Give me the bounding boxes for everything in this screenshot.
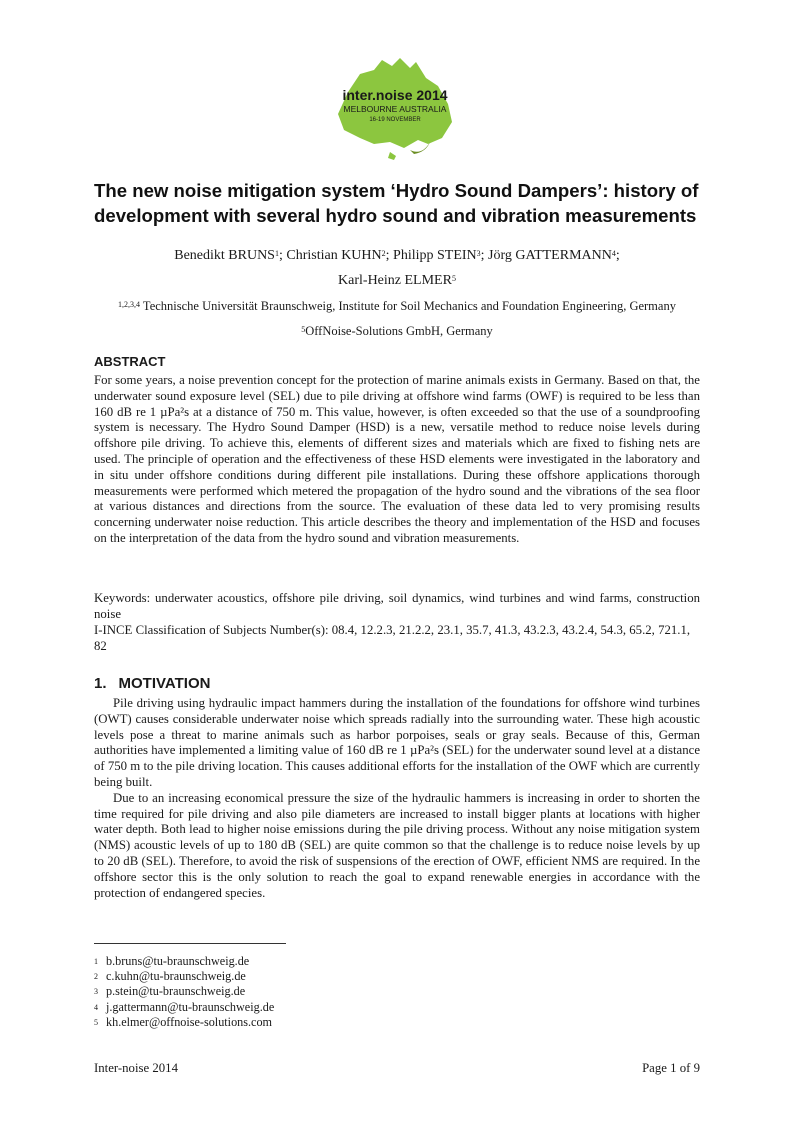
- footnote-email[interactable]: j.gattermann@tu-braunschweig.de: [106, 999, 275, 1014]
- footnote: [94, 954, 494, 969]
- australia-map-shape: [338, 58, 452, 148]
- author-mark: 4: [611, 249, 616, 258]
- author-name: Philipp STEIN: [393, 248, 477, 263]
- author-name: Christian KUHN: [286, 248, 382, 263]
- footnote-email[interactable]: c.kuhn@tu-braunschweig.de: [106, 969, 246, 984]
- logo-location: MELBOURNE AUSTRALIA: [343, 104, 447, 114]
- author-separator: ;: [278, 248, 287, 263]
- footnote-number: 5: [94, 1017, 98, 1027]
- page-number: Page 1 of 9: [642, 1061, 700, 1075]
- author-name: Karl-Heinz ELMER: [338, 273, 452, 288]
- author-mark: 3: [476, 249, 481, 258]
- affiliation-mark: 5: [301, 325, 306, 334]
- author-line-2: [94, 268, 700, 293]
- footnote-number: 4: [94, 1002, 98, 1012]
- affiliation: [94, 294, 700, 319]
- footnote-divider: [94, 943, 286, 944]
- footnote: [94, 1015, 494, 1030]
- paper-title: The new noise mitigation system ‘Hydro Sound Dampers’: history of development with several hydro sound and vibration measurements: [94, 180, 699, 226]
- abstract-text: For some years, a noise prevention concept for the protection of marine animals exists in Germany. Based on that, the underwater sound exposure level (SEL) due to pile driving at offshore wind farms (OWF) is required to be less than 160 dB re 1 µPa²s at a distance of 750 m. This value, however, is often exceeded so that the use of a soundproofing system is necessary. The Hydro Sound Damper (HSD) is a new, versatile method to reduce noise levels during offshore pile driving. To achieve this, elements of different sizes and materials which are fixed to fishing nets are used. The principle of operation and the effectiveness of these HSD elements were investigated in the laboratory and in situ under offshore conditions during different pile installations. During these offshore applications thorough measurements were performed which metered the propagation of the hydro sound and the vibrations of the sea floor at various distances and directions from the source. The evaluation of these data led to very promising results concerning underwater noise reduction. This article describes the theory and implementation of the HSD and focuses on the interpretation of the data from the hydro sound and vibration measurements.: [94, 373, 700, 545]
- footnote-number: 1: [94, 957, 98, 966]
- logo-title: inter.noise 2014: [342, 87, 448, 103]
- affiliation-text: OffNoise-Solutions GmbH, Germany: [305, 324, 493, 338]
- footnote-email[interactable]: b.bruns@tu-braunschweig.de: [106, 954, 250, 968]
- author-separator: ;: [480, 248, 489, 263]
- author-list: [94, 243, 700, 293]
- affiliations: [94, 294, 700, 344]
- abstract-heading: ABSTRACT: [94, 354, 166, 369]
- footnote: [94, 969, 494, 984]
- affiliation-text: Technische Universität Braunschweig, Institute for Soil Mechanics and Foundation Engineering, Germany: [140, 299, 676, 313]
- author-mark: 1: [274, 249, 279, 258]
- author-line-1: [94, 243, 700, 268]
- footnote-number: 3: [94, 987, 98, 997]
- footnote: [94, 1000, 494, 1015]
- paragraph: Pile driving using hydraulic impact hammers during the installation of the foundations for offshore wind turbines (OWT) causes considerable underwater noise which spreads radially into the surrounding water. These high acoustic levels pose a threat to marine animals such as harbor porpoises, seals or gray seals. Because of this, German authorities have implemented a limiting value of 160 dB re 1 µPa²s (SEL) for the underwater sound level at a distance of 750 m to the pile driving location. This causes additional efforts for the installation of the OWF which are currently being built.: [94, 696, 700, 789]
- conference-logo: [330, 52, 460, 162]
- author-separator: ;: [385, 248, 394, 263]
- author-separator: ;: [615, 248, 620, 263]
- author-mark: 5: [451, 274, 456, 283]
- classification: I-INCE Classification of Subjects Number(s): 08.4, 12.2.3, 21.2.2, 23.1, 35.7, 41.3, 43.2.3, 43.2.4, 54.3, 65.2, 721.1, 82: [94, 623, 691, 653]
- footnote-email[interactable]: kh.elmer@offnoise-solutions.com: [106, 1014, 273, 1029]
- section-number: 1.: [94, 675, 107, 692]
- footnote-number: 2: [94, 972, 98, 982]
- section-title: MOTIVATION: [118, 675, 211, 692]
- author-mark: 2: [381, 249, 386, 258]
- footer-conference: Inter-noise 2014: [94, 1061, 178, 1075]
- paragraph: Due to an increasing economical pressure the size of the hydraulic hammers is increasing in order to shorten the time required for pile driving and also pile diameters are increased to install bigger plants at locations with higher water depth. Both lead to higher noise emissions during the pile driving process. Without any noise mitigation system (NMS) acoustic levels of up to 180 dB (SEL) are quite common so that the challenge is to reduce noise levels by up to 20 dB (SEL). Therefore, to avoid the risk of suspensions of the erection of OWF, efficient NMS are required. In the offshore sector this is the only solution to reach the goal to expand renewable energies in accordance with the protection of endangered species.: [94, 790, 700, 900]
- affiliation-mark: 1,2,3,4: [118, 300, 141, 309]
- footnotes: [94, 954, 494, 1030]
- boomerang-icon: [410, 142, 430, 154]
- logo-dates: 16-19 NOVEMBER: [369, 117, 421, 123]
- page-footer: [94, 1061, 700, 1076]
- affiliation: [94, 319, 700, 344]
- author-name: Benedikt BRUNS: [174, 248, 275, 263]
- keywords: Keywords: underwater acoustics, offshore pile driving, soil dynamics, wind turbines and wind farms, construction noise: [94, 591, 700, 621]
- section-body: [94, 696, 700, 901]
- footnote: [94, 984, 494, 999]
- author-name: Jörg GATTERMANN: [488, 248, 612, 263]
- section-heading: [94, 675, 210, 692]
- footnote-email[interactable]: p.stein@tu-braunschweig.de: [106, 984, 246, 999]
